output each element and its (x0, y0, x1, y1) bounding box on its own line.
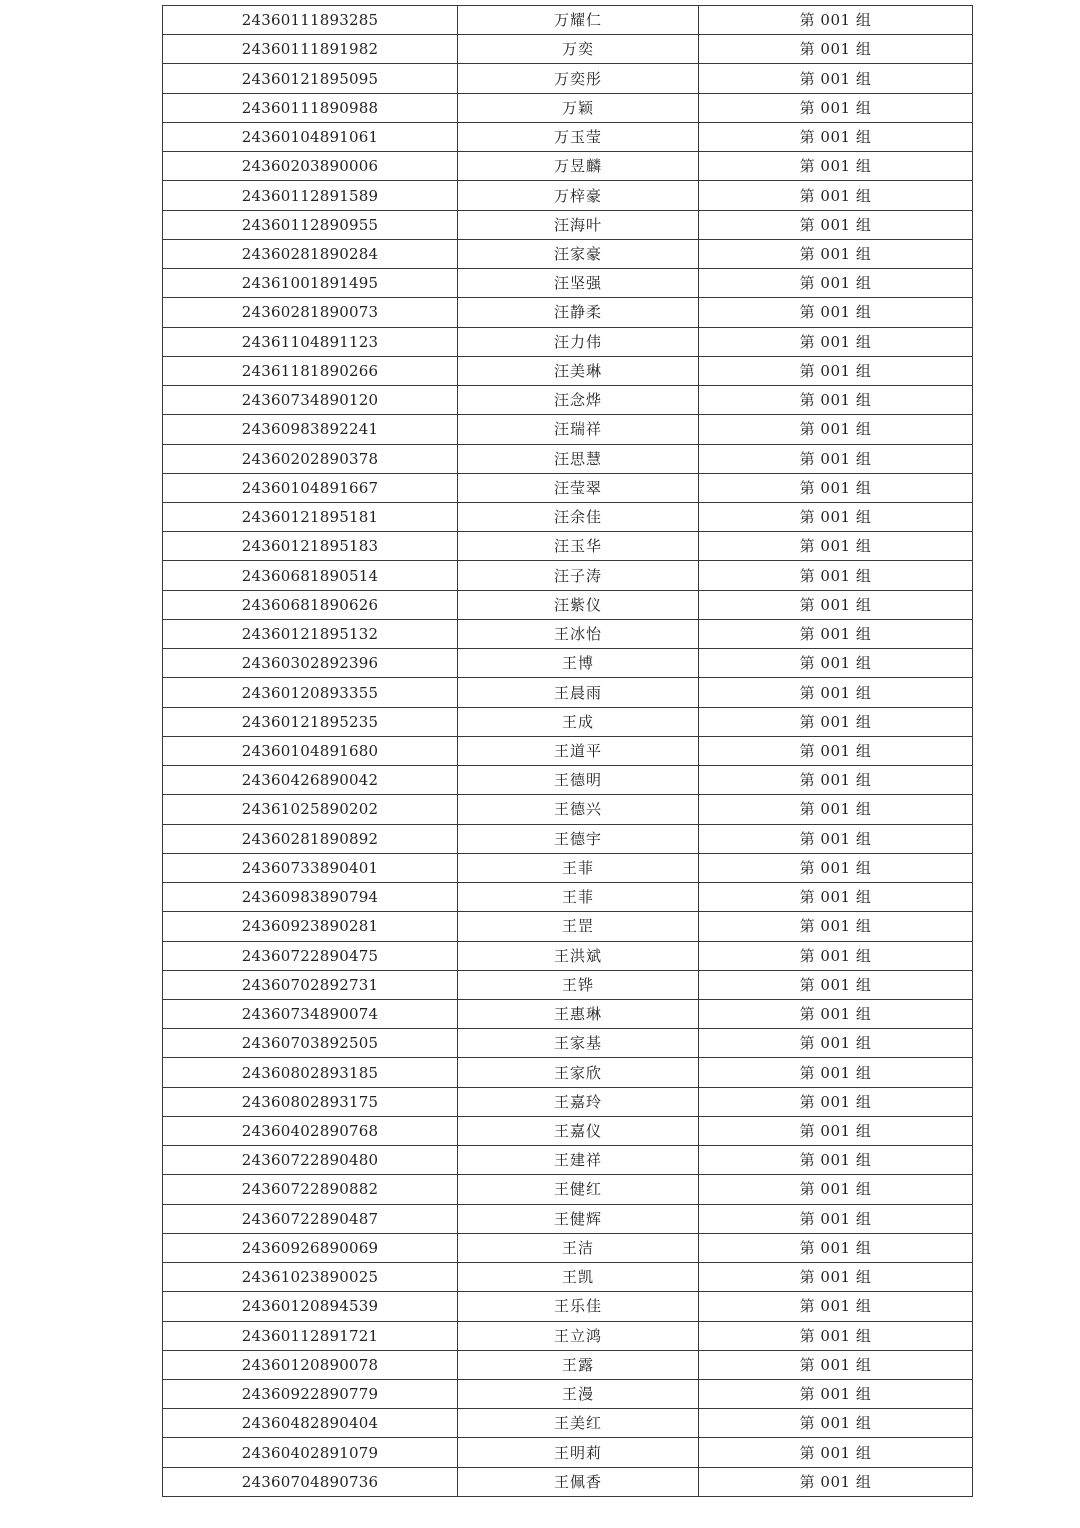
table-row (163, 473, 973, 502)
exam-number-cell: 24360104891680 (163, 736, 458, 765)
name-cell: 汪海叶 (458, 210, 699, 239)
name-cell: 万梓豪 (458, 181, 699, 210)
exam-number-cell: 24360426890042 (163, 766, 458, 795)
table-row (163, 444, 973, 473)
group-cell: 第 001 组 (699, 766, 973, 795)
exam-number-cell: 24360681890514 (163, 561, 458, 590)
group-cell: 第 001 组 (699, 269, 973, 298)
name-cell: 王漫 (458, 1380, 699, 1409)
name-cell: 王建祥 (458, 1146, 699, 1175)
exam-number-cell: 24360121895235 (163, 707, 458, 736)
table-row (163, 1058, 973, 1087)
exam-number-cell: 24360681890626 (163, 590, 458, 619)
exam-number-cell: 24360120894539 (163, 1292, 458, 1321)
table-row (163, 6, 973, 35)
group-cell: 第 001 组 (699, 1292, 973, 1321)
exam-number-cell: 24360302892396 (163, 649, 458, 678)
exam-number-cell: 24360121895183 (163, 532, 458, 561)
table-row (163, 532, 973, 561)
exam-number-cell: 24360111890988 (163, 93, 458, 122)
table-row (163, 35, 973, 64)
name-cell: 王铧 (458, 970, 699, 999)
group-cell: 第 001 组 (699, 1087, 973, 1116)
name-cell: 王菲 (458, 853, 699, 882)
group-cell: 第 001 组 (699, 941, 973, 970)
name-cell: 汪美琳 (458, 356, 699, 385)
table-row (163, 853, 973, 882)
group-cell: 第 001 组 (699, 795, 973, 824)
group-cell: 第 001 组 (699, 1116, 973, 1145)
table-row (163, 1467, 973, 1496)
name-cell: 万颖 (458, 93, 699, 122)
group-cell: 第 001 组 (699, 912, 973, 941)
table-row (163, 707, 973, 736)
table-row (163, 356, 973, 385)
name-cell: 汪子涛 (458, 561, 699, 590)
exam-number-cell: 24360120890078 (163, 1350, 458, 1379)
exam-number-cell: 24360702892731 (163, 970, 458, 999)
name-cell: 王佩香 (458, 1467, 699, 1496)
table-row (163, 1438, 973, 1467)
group-cell: 第 001 组 (699, 181, 973, 210)
group-cell: 第 001 组 (699, 386, 973, 415)
group-cell: 第 001 组 (699, 210, 973, 239)
exam-number-cell: 24360281890892 (163, 824, 458, 853)
group-cell: 第 001 组 (699, 1029, 973, 1058)
name-cell: 王菲 (458, 883, 699, 912)
name-cell: 汪思慧 (458, 444, 699, 473)
exam-number-cell: 24360104891667 (163, 473, 458, 502)
table-row (163, 298, 973, 327)
table-row (163, 1029, 973, 1058)
table-row (163, 415, 973, 444)
exam-number-cell: 24360402891079 (163, 1438, 458, 1467)
group-cell: 第 001 组 (699, 1380, 973, 1409)
name-cell: 王成 (458, 707, 699, 736)
group-cell: 第 001 组 (699, 1467, 973, 1496)
table-row (163, 327, 973, 356)
table-row (163, 152, 973, 181)
table-row (163, 795, 973, 824)
roster-table-body (163, 6, 973, 1497)
name-cell: 万奕彤 (458, 64, 699, 93)
group-cell: 第 001 组 (699, 298, 973, 327)
name-cell: 王德宇 (458, 824, 699, 853)
group-cell: 第 001 组 (699, 502, 973, 531)
name-cell: 汪家豪 (458, 239, 699, 268)
name-cell: 王洪斌 (458, 941, 699, 970)
table-row (163, 1233, 973, 1262)
name-cell: 万耀仁 (458, 6, 699, 35)
group-cell: 第 001 组 (699, 707, 973, 736)
table-row (163, 64, 973, 93)
table-row (163, 1116, 973, 1145)
exam-number-cell: 24360734890120 (163, 386, 458, 415)
exam-number-cell: 24360722890882 (163, 1175, 458, 1204)
exam-number-cell: 24360983890794 (163, 883, 458, 912)
table-row (163, 269, 973, 298)
name-cell: 王明莉 (458, 1438, 699, 1467)
name-cell: 万奕 (458, 35, 699, 64)
group-cell: 第 001 组 (699, 1438, 973, 1467)
exam-number-cell: 24360111893285 (163, 6, 458, 35)
table-row (163, 1292, 973, 1321)
table-row (163, 736, 973, 765)
exam-number-cell: 24360733890401 (163, 853, 458, 882)
table-row (163, 181, 973, 210)
group-cell: 第 001 组 (699, 93, 973, 122)
exam-number-cell: 24360722890487 (163, 1204, 458, 1233)
name-cell: 王晨雨 (458, 678, 699, 707)
group-cell: 第 001 组 (699, 853, 973, 882)
roster-table (162, 5, 973, 1497)
name-cell: 汪坚强 (458, 269, 699, 298)
name-cell: 汪念烨 (458, 386, 699, 415)
group-cell: 第 001 组 (699, 415, 973, 444)
table-row (163, 1146, 973, 1175)
exam-number-cell: 24360482890404 (163, 1409, 458, 1438)
name-cell: 王道平 (458, 736, 699, 765)
exam-number-cell: 24360722890480 (163, 1146, 458, 1175)
exam-number-cell: 24360203890006 (163, 152, 458, 181)
table-row (163, 386, 973, 415)
group-cell: 第 001 组 (699, 824, 973, 853)
name-cell: 汪静柔 (458, 298, 699, 327)
group-cell: 第 001 组 (699, 649, 973, 678)
name-cell: 王家欣 (458, 1058, 699, 1087)
exam-number-cell: 24360922890779 (163, 1380, 458, 1409)
name-cell: 汪力伟 (458, 327, 699, 356)
name-cell: 王惠琳 (458, 999, 699, 1028)
exam-number-cell: 24360722890475 (163, 941, 458, 970)
exam-number-cell: 24360704890736 (163, 1467, 458, 1496)
name-cell: 汪紫仪 (458, 590, 699, 619)
exam-number-cell: 24360104891061 (163, 122, 458, 151)
exam-number-cell: 24360983892241 (163, 415, 458, 444)
name-cell: 王嘉玲 (458, 1087, 699, 1116)
table-row (163, 1409, 973, 1438)
name-cell: 王健辉 (458, 1204, 699, 1233)
group-cell: 第 001 组 (699, 1321, 973, 1350)
name-cell: 王家基 (458, 1029, 699, 1058)
name-cell: 汪余佳 (458, 502, 699, 531)
exam-number-cell: 24360802893175 (163, 1087, 458, 1116)
exam-number-cell: 24360112891721 (163, 1321, 458, 1350)
group-cell: 第 001 组 (699, 6, 973, 35)
group-cell: 第 001 组 (699, 532, 973, 561)
exam-number-cell: 24360112890955 (163, 210, 458, 239)
table-row (163, 1380, 973, 1409)
table-row (163, 590, 973, 619)
table-row (163, 649, 973, 678)
exam-number-cell: 24361181890266 (163, 356, 458, 385)
exam-number-cell: 24361104891123 (163, 327, 458, 356)
table-row (163, 912, 973, 941)
exam-number-cell: 24360120893355 (163, 678, 458, 707)
group-cell: 第 001 组 (699, 35, 973, 64)
table-row (163, 1175, 973, 1204)
name-cell: 王立鸿 (458, 1321, 699, 1350)
group-cell: 第 001 组 (699, 970, 973, 999)
group-cell: 第 001 组 (699, 356, 973, 385)
group-cell: 第 001 组 (699, 1058, 973, 1087)
exam-number-cell: 24360281890284 (163, 239, 458, 268)
table-row (163, 824, 973, 853)
name-cell: 王罡 (458, 912, 699, 941)
group-cell: 第 001 组 (699, 678, 973, 707)
name-cell: 王美红 (458, 1409, 699, 1438)
group-cell: 第 001 组 (699, 883, 973, 912)
group-cell: 第 001 组 (699, 736, 973, 765)
exam-number-cell: 24360734890074 (163, 999, 458, 1028)
name-cell: 万玉莹 (458, 122, 699, 151)
name-cell: 汪玉华 (458, 532, 699, 561)
table-row (163, 1263, 973, 1292)
table-row (163, 502, 973, 531)
exam-number-cell: 24360281890073 (163, 298, 458, 327)
group-cell: 第 001 组 (699, 1263, 973, 1292)
exam-number-cell: 24360111891982 (163, 35, 458, 64)
name-cell: 王洁 (458, 1233, 699, 1262)
table-row (163, 941, 973, 970)
table-row (163, 1350, 973, 1379)
name-cell: 王健红 (458, 1175, 699, 1204)
name-cell: 王乐佳 (458, 1292, 699, 1321)
group-cell: 第 001 组 (699, 561, 973, 590)
name-cell: 王露 (458, 1350, 699, 1379)
table-row (163, 999, 973, 1028)
group-cell: 第 001 组 (699, 122, 973, 151)
table-row (163, 1204, 973, 1233)
group-cell: 第 001 组 (699, 1175, 973, 1204)
group-cell: 第 001 组 (699, 444, 973, 473)
exam-number-cell: 24360112891589 (163, 181, 458, 210)
group-cell: 第 001 组 (699, 590, 973, 619)
name-cell: 王凯 (458, 1263, 699, 1292)
exam-number-cell: 24360121895132 (163, 619, 458, 648)
name-cell: 汪瑞祥 (458, 415, 699, 444)
group-cell: 第 001 组 (699, 999, 973, 1028)
name-cell: 王嘉仪 (458, 1116, 699, 1145)
table-row (163, 970, 973, 999)
group-cell: 第 001 组 (699, 239, 973, 268)
group-cell: 第 001 组 (699, 1409, 973, 1438)
group-cell: 第 001 组 (699, 473, 973, 502)
name-cell: 王博 (458, 649, 699, 678)
table-row (163, 1087, 973, 1116)
exam-number-cell: 24360926890069 (163, 1233, 458, 1262)
name-cell: 王德明 (458, 766, 699, 795)
exam-number-cell: 24361023890025 (163, 1263, 458, 1292)
exam-number-cell: 24360121895095 (163, 64, 458, 93)
table-row (163, 883, 973, 912)
exam-number-cell: 24360121895181 (163, 502, 458, 531)
exam-number-cell: 24360703892505 (163, 1029, 458, 1058)
table-row (163, 766, 973, 795)
exam-number-cell: 24360202890378 (163, 444, 458, 473)
group-cell: 第 001 组 (699, 1233, 973, 1262)
table-row (163, 122, 973, 151)
group-cell: 第 001 组 (699, 327, 973, 356)
name-cell: 王德兴 (458, 795, 699, 824)
group-cell: 第 001 组 (699, 619, 973, 648)
group-cell: 第 001 组 (699, 152, 973, 181)
exam-number-cell: 24361025890202 (163, 795, 458, 824)
group-cell: 第 001 组 (699, 1204, 973, 1233)
exam-number-cell: 24360802893185 (163, 1058, 458, 1087)
table-row (163, 678, 973, 707)
name-cell: 汪莹翠 (458, 473, 699, 502)
group-cell: 第 001 组 (699, 64, 973, 93)
exam-number-cell: 24360923890281 (163, 912, 458, 941)
table-row (163, 93, 973, 122)
table-row (163, 1321, 973, 1350)
name-cell: 万昱麟 (458, 152, 699, 181)
table-row (163, 561, 973, 590)
exam-number-cell: 24361001891495 (163, 269, 458, 298)
table-row (163, 619, 973, 648)
table-row (163, 239, 973, 268)
name-cell: 王冰怡 (458, 619, 699, 648)
table-row (163, 210, 973, 239)
group-cell: 第 001 组 (699, 1146, 973, 1175)
exam-number-cell: 24360402890768 (163, 1116, 458, 1145)
group-cell: 第 001 组 (699, 1350, 973, 1379)
